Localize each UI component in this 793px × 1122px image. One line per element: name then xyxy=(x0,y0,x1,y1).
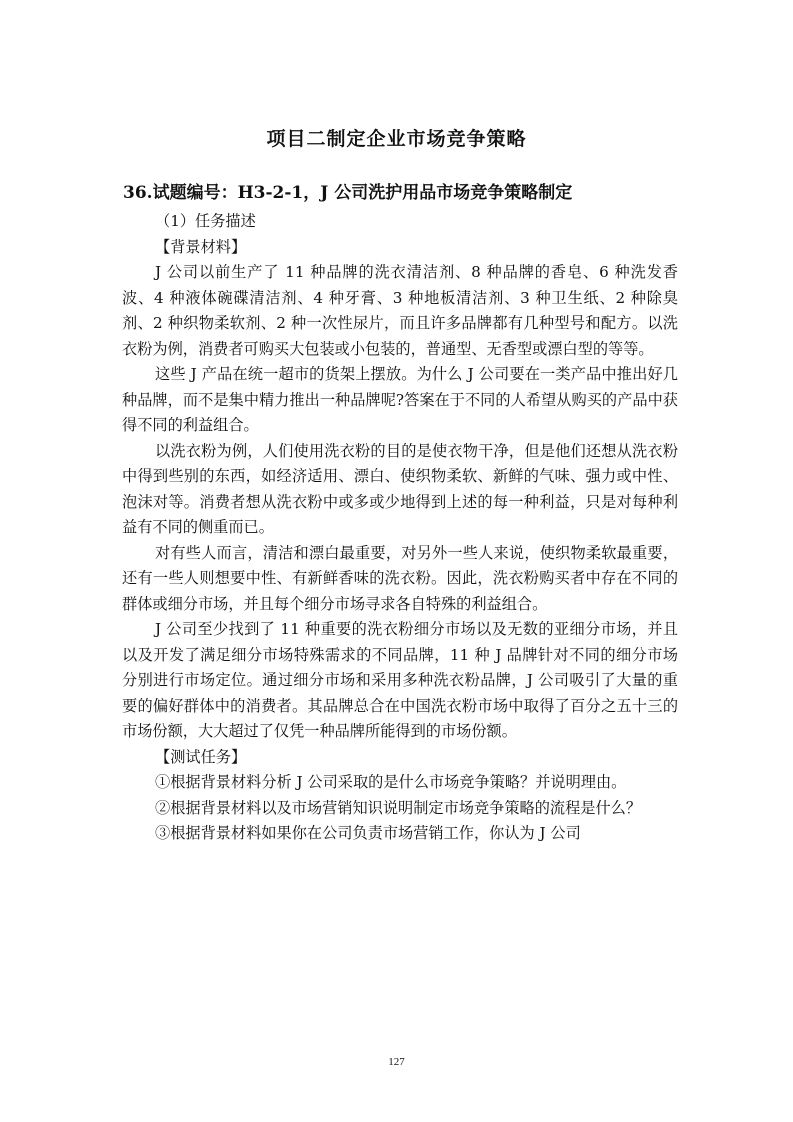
background-label: 【背景材料】 xyxy=(155,237,247,256)
question-2: ②根据背景材料以及市场营销知识说明制定市场竞争策略的流程是什么？ xyxy=(155,798,641,817)
test-task-label: 【测试任务】 xyxy=(155,747,247,766)
task-description-label: （1）任务描述 xyxy=(155,212,256,230)
paragraph-3: 以洗衣粉为例，人们使用洗衣粉的目的是使衣物干净，但是他们还想从洗衣粉中得到些别的东西，如经济适用、漂白、使织物柔软、新鲜的气味、强力或中性、泡沫对等。消费者想从洗衣粉中或多或少地得到上述的每一种利益，只是对每种利益有不同的侧重而已。 xyxy=(122,441,678,536)
paragraph-1: J 公司以前生产了 11 种品牌的洗衣清洁剂、8 种品牌的香皂、6 种洗发香波、4 种液体碗碟清洁剂、4 种牙膏、3 种地板清洁剂、3 种卫生纸、2 种除臭剂、2 种织物柔软剂、2 种一次性尿片，而且许多品牌都有几种型号和配方。以洗衣粉为例，消费者可购买大包装或小包装的，普通型、无香型或漂白型的等等。 xyxy=(122,263,678,358)
paragraph-5: J 公司至少找到了 11 种重要的洗衣粉细分市场以及无数的亚细分市场，并且以及开发了满足细分市场特殊需求的不同品牌，11 种 J 品牌针对不同的细分市场分别进行市场定位。通过细分市场和采用多种洗衣粉品牌，J 公司吸引了大量的重要的偏好群体中的消费者。其品牌总合在中国洗衣粉市场中取得了百分之五十三的市场份额，大大超过了仅凭一种品牌所能得到的市场份额。 xyxy=(122,620,678,740)
section-heading: 36.试题编号：H3-2-1，J 公司洗护用品市场竞争策略制定 xyxy=(123,183,573,203)
paragraph-4: 对有些人而言，清洁和漂白最重要，对另外一些人来说，使织物柔软最重要，还有一些人则想要中性、有新鲜香味的洗衣粉。因此，洗衣粉购买者中存在不同的群体或细分市场，并且每个细分市场寻求各自特殊的利益组合。 xyxy=(122,543,678,613)
page-number: 127 xyxy=(388,1056,405,1068)
chapter-title: 项目二制定企业市场竞争策略 xyxy=(266,128,527,150)
question-1: ①根据背景材料分析 J 公司采取的是什么市场竞争策略？并说明理由。 xyxy=(155,773,627,791)
document-body xyxy=(122,209,678,847)
question-3: ③根据背景材料如果你在公司负责市场营销工作，你认为 J 公司 xyxy=(155,824,581,842)
paragraph-2: 这些 J 产品在统一超市的货架上摆放。为什么 J 公司要在一类产品中推出好几种品牌，而不是集中精力推出一种品牌呢?答案在于不同的人希望从购买的产品中获得不同的利益组合。 xyxy=(122,365,678,434)
